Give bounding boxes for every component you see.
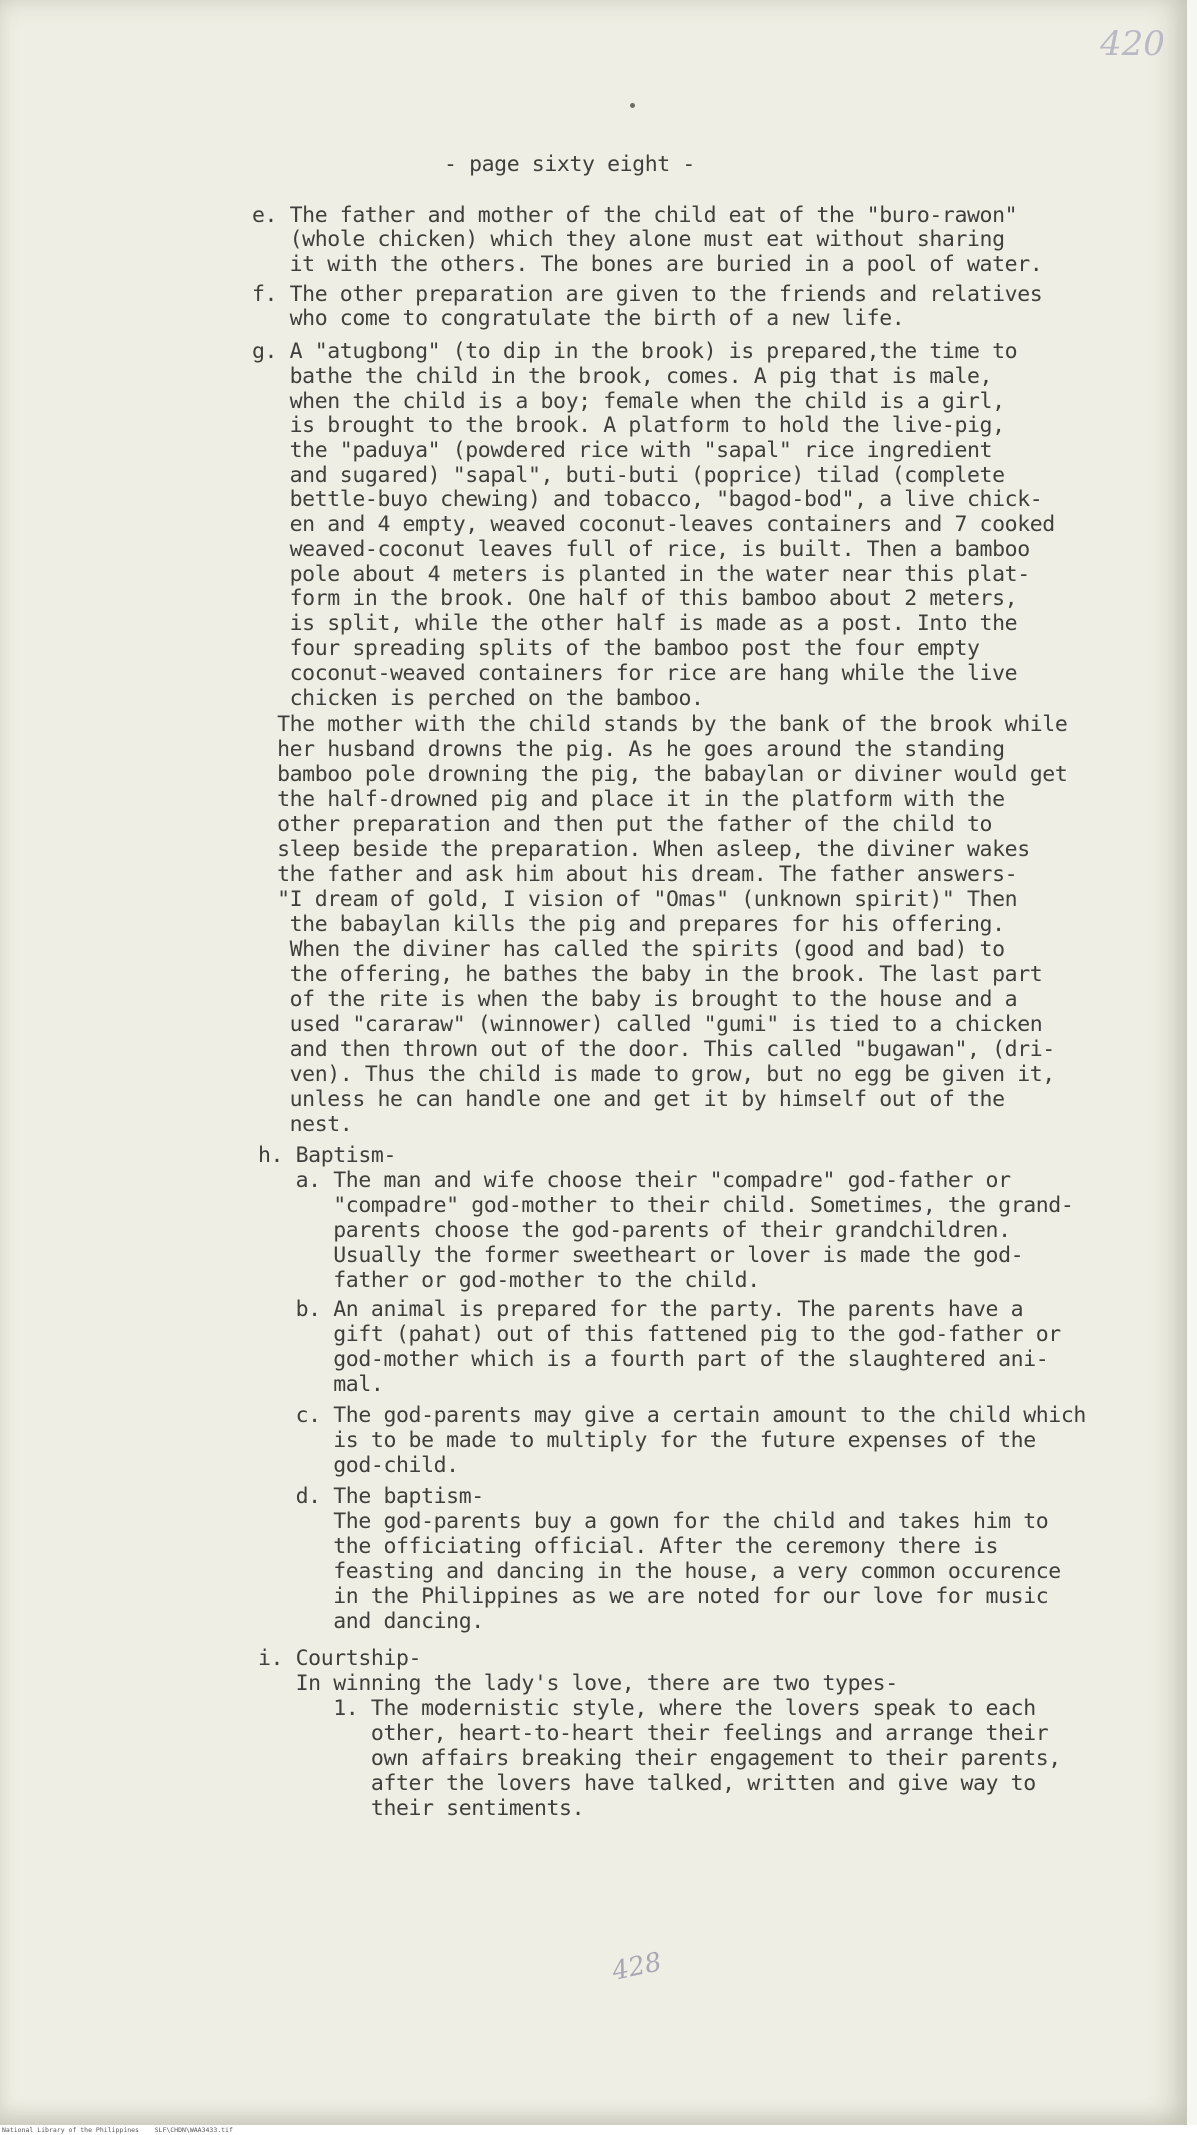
text-line: the babaylan kills the pig and prepares for his offering. xyxy=(252,912,1005,937)
text-line: god-child. xyxy=(258,1453,459,1478)
text-line: en and 4 empty, weaved coconut-leaves containers and 7 cooked xyxy=(252,512,1055,537)
scan-footer-text: National Library of the Philippines SLF\CHDN\WAA3433.tif xyxy=(2,2126,233,2134)
text-line: the half-drowned pig and place it in the platform with the xyxy=(252,787,1005,812)
text-line: the officiating official. After the ceremony there is xyxy=(258,1534,999,1559)
text-line: mal. xyxy=(258,1372,384,1397)
text-line: form in the brook. One half of this bamboo about 2 meters, xyxy=(252,586,1018,611)
ink-dot xyxy=(630,103,635,108)
text-line: coconut-weaved containers for rice are hang while the live xyxy=(252,661,1018,686)
text-line: the father and ask him about his dream. The father answers- xyxy=(252,862,1018,887)
text-line: of the rite is when the baby is brought to the house and a xyxy=(252,987,1018,1012)
text-line: and then thrown out of the door. This called "bugawan", (dri- xyxy=(252,1037,1055,1062)
text-line: e. The father and mother of the child eat of the "buro-rawon" xyxy=(252,203,1018,228)
text-line: it with the others. The bones are buried in a pool of water. xyxy=(252,252,1043,277)
text-line: her husband drowns the pig. As he goes around the standing xyxy=(252,737,1005,762)
text-line: other, heart-to-heart their feelings and arrange their xyxy=(258,1721,1049,1746)
text-line: when the child is a boy; female when the child is a girl, xyxy=(252,389,1005,414)
text-line: When the diviner has called the spirits (good and bad) to xyxy=(252,937,1005,962)
text-line: 1. The modernistic style, where the lovers speak to each xyxy=(258,1696,1036,1721)
text-line: The mother with the child stands by the bank of the brook while xyxy=(252,712,1068,737)
text-line: weaved-coconut leaves full of rice, is built. Then a bamboo xyxy=(252,537,1030,562)
text-line: own affairs breaking their engagement to their parents, xyxy=(258,1746,1061,1771)
text-line: a. The man and wife choose their "compadre" god-father or xyxy=(258,1168,1011,1193)
text-line: ven). Thus the child is made to grow, but no egg be given it, xyxy=(252,1062,1055,1087)
text-line: chicken is perched on the bamboo. xyxy=(252,686,704,711)
page-edge xyxy=(1187,0,1197,2135)
text-line: four spreading splits of the bamboo post the four empty xyxy=(252,636,980,661)
text-line: "compadre" god-mother to their child. Sometimes, the grand- xyxy=(258,1193,1074,1218)
text-line: after the lovers have talked, written and give way to xyxy=(258,1771,1036,1796)
text-line: is split, while the other half is made as a post. Into the xyxy=(252,611,1018,636)
text-line: Usually the former sweetheart or lover is made the god- xyxy=(258,1243,1024,1268)
text-line: and sugared) "sapal", buti-buti (poprice) tilad (complete xyxy=(252,463,1005,488)
text-line: c. The god-parents may give a certain amount to the child which xyxy=(258,1403,1086,1428)
text-line: is brought to the brook. A platform to hold the live-pig, xyxy=(252,413,1005,438)
text-line: their sentiments. xyxy=(258,1796,585,1821)
text-line: father or god-mother to the child. xyxy=(258,1268,760,1293)
text-line: g. A "atugbong" (to dip in the brook) is prepared,the time to xyxy=(252,339,1018,364)
text-line: (whole chicken) which they alone must eat without sharing xyxy=(252,227,1005,252)
text-line: bettle-buyo chewing) and tobacco, "bagod-bod", a live chick- xyxy=(252,487,1043,512)
text-line: parents choose the god-parents of their grandchildren. xyxy=(258,1218,1011,1243)
text-line: "I dream of gold, I vision of "Omas" (unknown spirit)" Then xyxy=(252,887,1018,912)
page-header: - page sixty eight - xyxy=(444,152,695,177)
text-line: and dancing. xyxy=(258,1609,484,1634)
handwritten-bottom-number: 428 xyxy=(609,1947,665,1987)
text-line: the "paduya" (powdered rice with "sapal" rice ingredient xyxy=(252,438,993,463)
text-line: who come to congratulate the birth of a new life. xyxy=(252,306,905,331)
text-line: pole about 4 meters is planted in the water near this plat- xyxy=(252,562,1030,587)
text-line: d. The baptism- xyxy=(258,1484,484,1509)
text-line: unless he can handle one and get it by himself out of the xyxy=(252,1087,1005,1112)
text-line: sleep beside the preparation. When asleep, the diviner wakes xyxy=(252,837,1030,862)
text-line: b. An animal is prepared for the party. The parents have a xyxy=(258,1297,1024,1322)
handwritten-page-number: 420 xyxy=(1100,24,1165,64)
text-line: used "cararaw" (winnower) called "gumi" is tied to a chicken xyxy=(252,1012,1043,1037)
text-line: in the Philippines as we are noted for our love for music xyxy=(258,1584,1049,1609)
text-line: bathe the child in the brook, comes. A pig that is male, xyxy=(252,364,993,389)
text-line: nest. xyxy=(252,1112,353,1137)
text-line: is to be made to multiply for the future expenses of the xyxy=(258,1428,1036,1453)
text-line: god-mother which is a fourth part of the slaughtered ani- xyxy=(258,1347,1049,1372)
text-line: In winning the lady's love, there are two types- xyxy=(258,1671,898,1696)
text-line: feasting and dancing in the house, a very common occurence xyxy=(258,1559,1061,1584)
text-line: i. Courtship- xyxy=(258,1646,422,1671)
text-line: gift (pahat) out of this fattened pig to the god-father or xyxy=(258,1322,1061,1347)
text-line: h. Baptism- xyxy=(258,1143,396,1168)
text-line: The god-parents buy a gown for the child and takes him to xyxy=(258,1509,1049,1534)
text-line: f. The other preparation are given to the friends and relatives xyxy=(252,282,1043,307)
text-line: the offering, he bathes the baby in the brook. The last part xyxy=(252,962,1043,987)
text-line: other preparation and then put the father of the child to xyxy=(252,812,993,837)
text-line: bamboo pole drowning the pig, the babaylan or diviner would get xyxy=(252,762,1068,787)
